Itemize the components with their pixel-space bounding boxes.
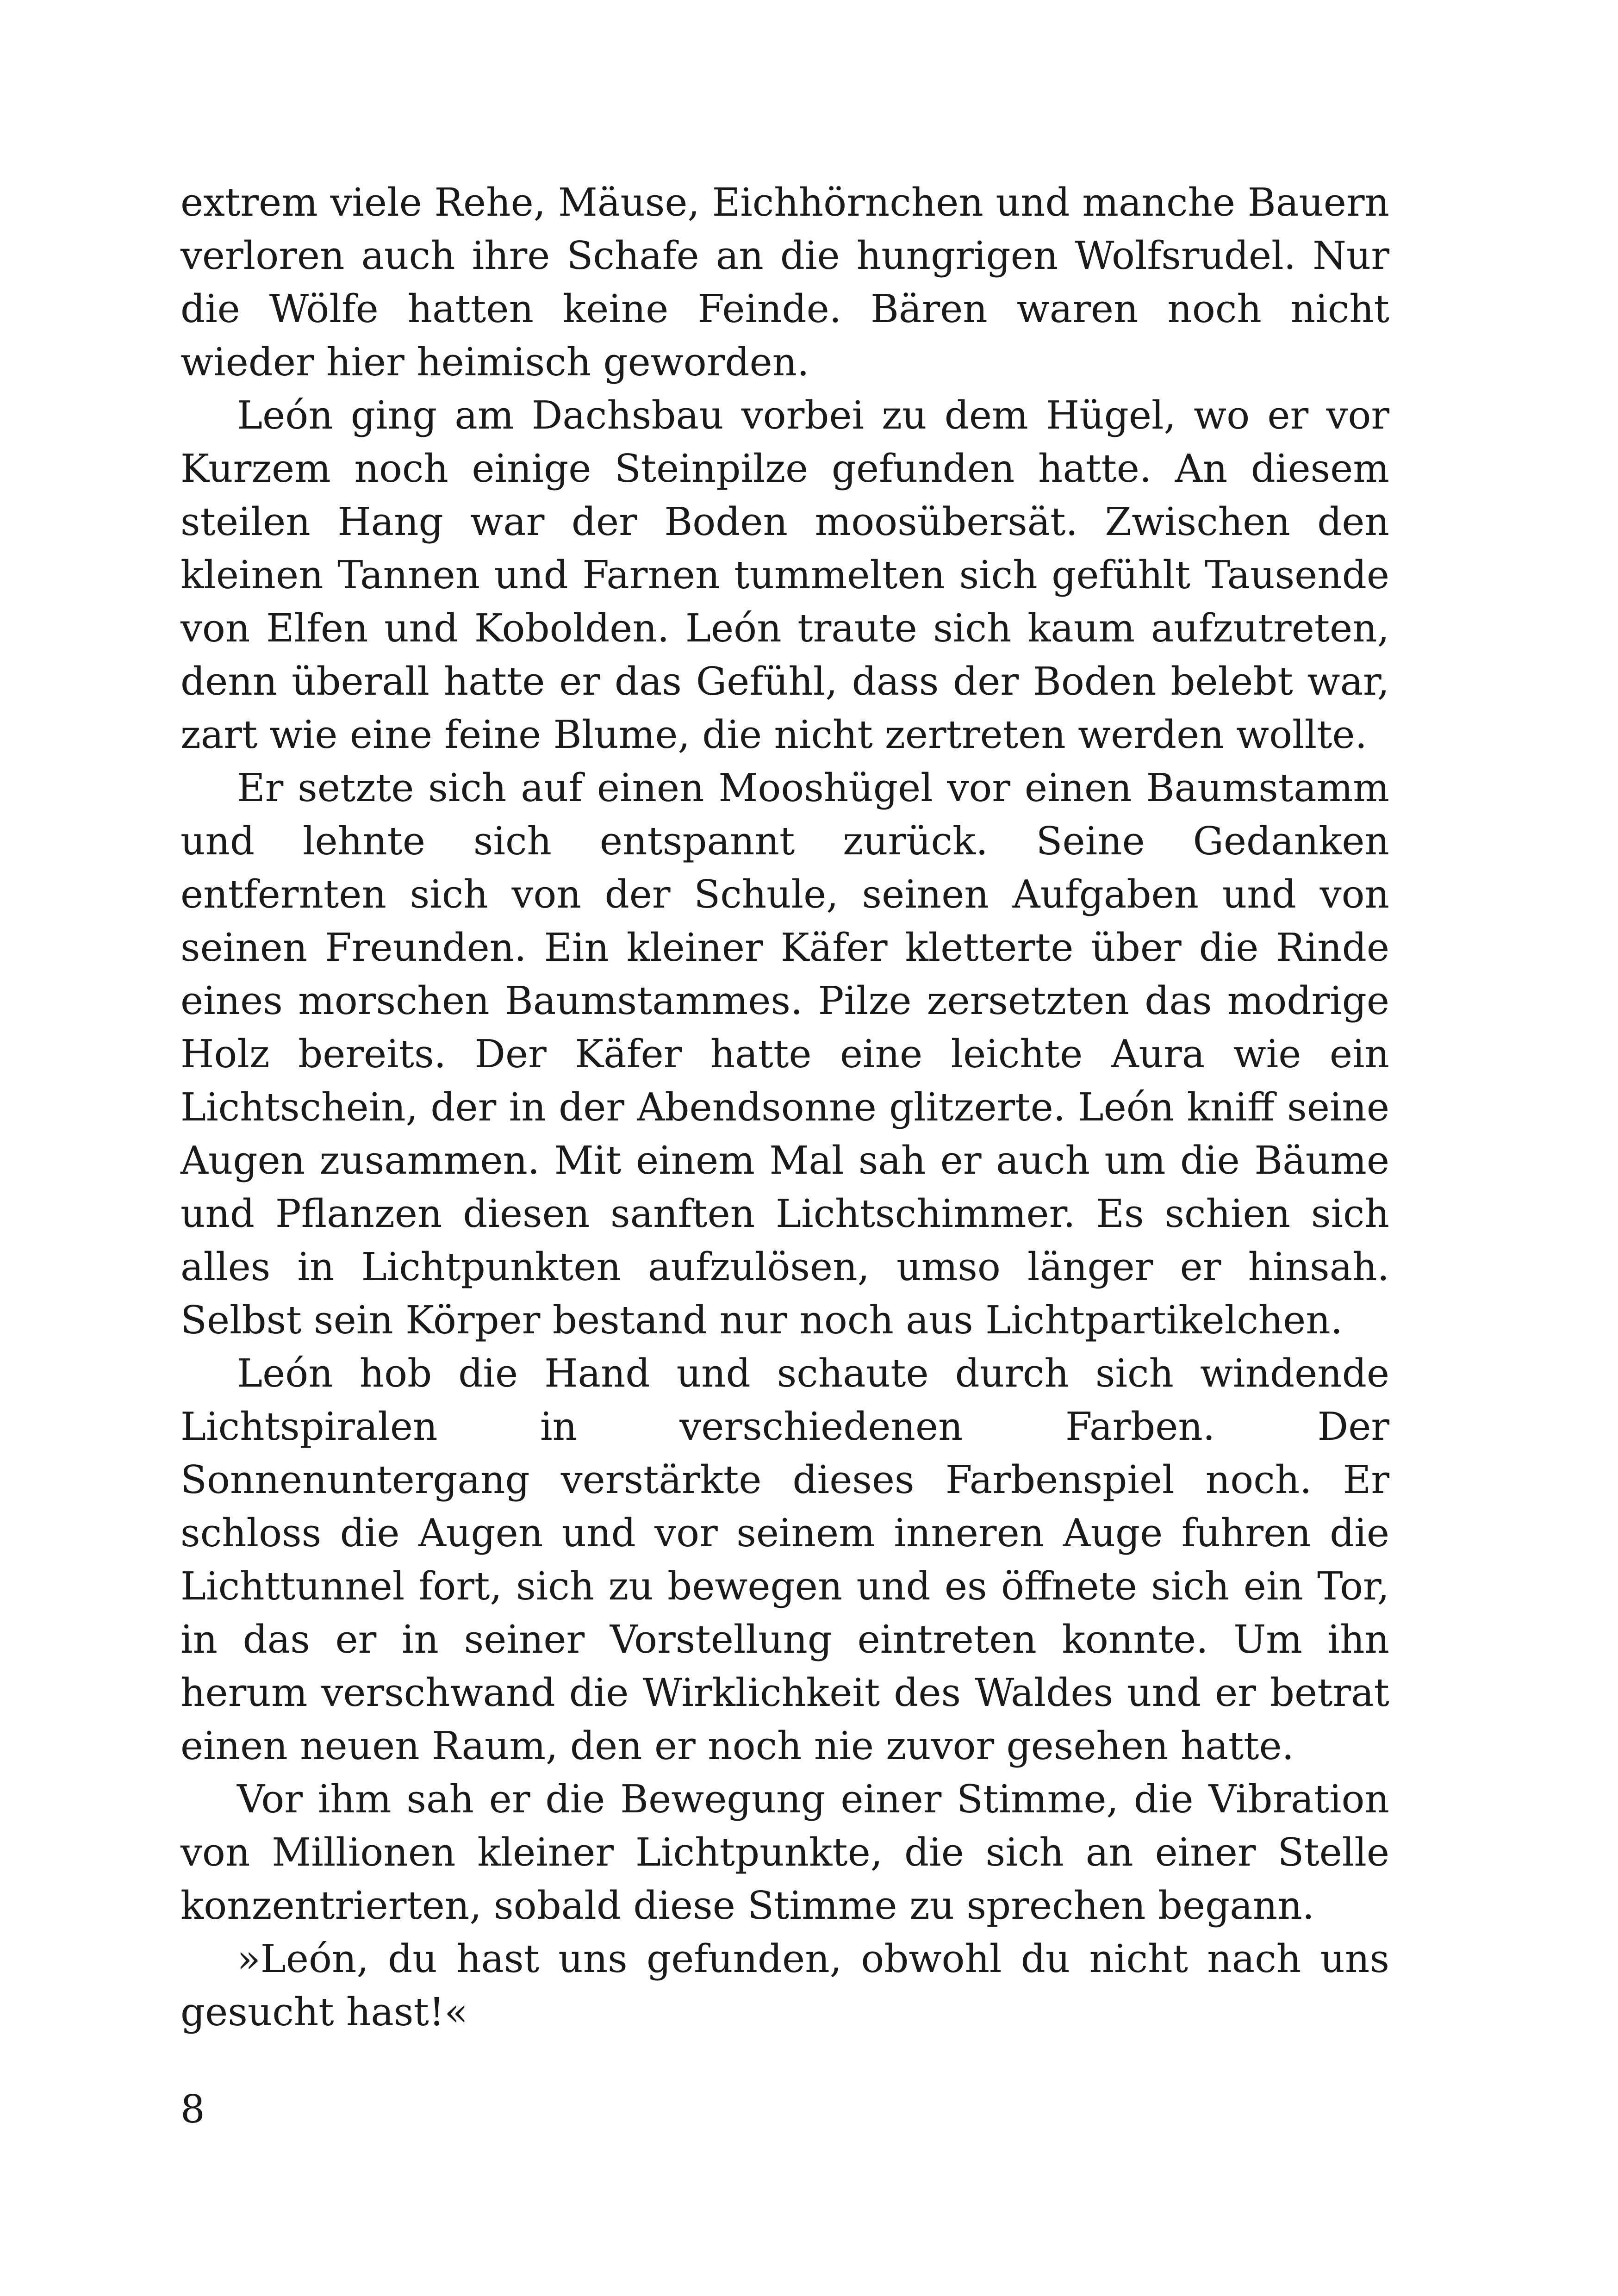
paragraph-2: León ging am Dachsbau vorbei zu dem Hügel, wo er vor Kurzem noch einige Steinpilze gefunden hatte. An diesem steilen Hang war der Boden moosübersät. Zwischen den kleinen Tannen und Farnen tummelten sich gefühlt Tausende von Elfen und Kobolden. León traute sich kaum aufzutreten, denn überall hatte er das Gefühl, dass der Boden belebt war, zart wie eine feine Blume, die nicht zertreten werden wollte. <box>180 393 1389 757</box>
paragraph-6: »León, du hast uns gefunden, obwohl du nicht nach uns gesucht hast!« <box>180 1936 1389 2035</box>
paragraph-1: extrem viele Rehe, Mäuse, Eichhörnchen und manche Bauern verloren auch ihre Schafe an die hungrigen Wolfsrudel. Nur die Wölfe hatten keine Feinde. Bären waren noch nicht wieder hier heimisch geworden. <box>180 180 1389 385</box>
paragraph-5: Vor ihm sah er die Bewegung einer Stimme, die Vibration von Millionen kleiner Lichtpunkte, die sich an einer Stelle konzentrierten, sobald diese Stimme zu sprechen begann. <box>180 1777 1389 1928</box>
page-number: 8 <box>180 2087 205 2132</box>
paragraph-4: León hob die Hand und schaute durch sich windende Lichtspiralen in verschiedenen Farben. Der Sonnenuntergang verstärkte dieses Farbenspiel noch. Er schloss die Augen und vor seinem inneren Auge fuhren die Lichttunnel fort, sich zu bewegen und es öffnete sich ein Tor, in das er in seiner Vorstellung eintreten konnte. Um ihn herum verschwand die Wirklichkeit des Waldes und er betrat einen neuen Raum, den er noch nie zuvor gesehen hatte. <box>180 1351 1389 1768</box>
body-text <box>180 176 1389 2039</box>
paragraph-3: Er setzte sich auf einen Mooshügel vor einen Baumstamm und lehnte sich entspannt zurück. Seine Gedanken entfernten sich von der Schule, seinen Aufgaben und von seinen Freunden. Ein kleiner Käfer kletterte über die Rinde eines morschen Baumstammes. Pilze zersetzten das modrige Holz bereits. Der Käfer hatte eine leichte Aura wie ein Lichtschein, der in der Abendsonne glitzerte. León kniff seine Augen zusammen. Mit einem Mal sah er auch um die Bäume und Pflanzen diesen sanften Lichtschimmer. Es schien sich alles in Lichtpunkten aufzulösen, umso länger er hinsah. Selbst sein Körper bestand nur noch aus Lichtpartikelchen. <box>180 765 1389 1343</box>
